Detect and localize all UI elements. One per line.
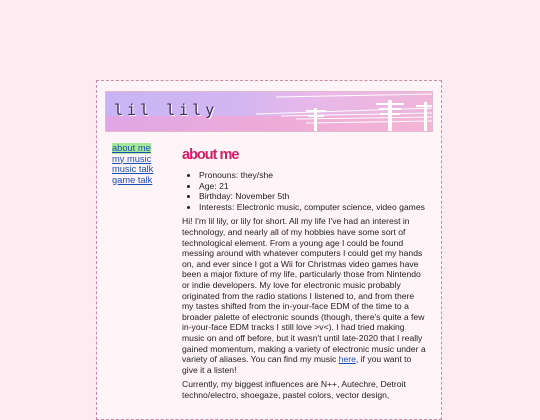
sidebar-nav — [112, 143, 172, 185]
site-title: lil lily — [114, 101, 219, 119]
facts-list — [182, 170, 427, 212]
intro-paragraph — [182, 216, 427, 375]
influences-paragraph: Currently, my biggest influences are N++, Autechre, Detroit techno/electro, shoegaze, pastel colors, vector design, — [182, 379, 406, 400]
main-content — [182, 147, 427, 404]
page-panel — [96, 80, 442, 420]
intro-text-end: , if you want to give it a listen! — [182, 354, 412, 375]
header-banner — [105, 91, 433, 132]
fact-birthday: • Birthday: November 5th — [199, 191, 427, 202]
nav-link-about-me[interactable]: about me — [112, 143, 151, 153]
nav-link-music-talk[interactable]: music talk — [112, 164, 154, 174]
nav-link-game-talk[interactable]: game talk — [112, 174, 153, 185]
page-title: about me — [182, 147, 239, 163]
nav-link-my-music[interactable]: my music — [112, 153, 152, 164]
music-link[interactable]: here — [338, 354, 356, 365]
fact-interests: • Interests: Electronic music, computer science, video games — [199, 202, 427, 213]
fact-pronouns: • Pronouns: they/she — [199, 170, 427, 181]
intro-text: Hi! I'm lil lily, or lily for short. All my life I've had an interest in technology, and nearly all of my hobbies have some sort of technological element. From a young age I could be found messing around with whatever computers I could get my hands on, and ever since I got a Wii for Christmas video games have been a major fixture of my life, particularly those from Nintendo or indie developers. My love for electronic music probably originated from the radio stations I listened to, and from there my tastes shifted from the in-your-face EDM of the time to a broader palette of electronic sounds (though, there's quite a few in-your-face EDM tracks I still love >v<). I had tried making music on and off before, but it wasn't until late-2020 that I really gained momentum, making a variety of electronic music under a variety of aliases. You can find my music — [182, 216, 426, 365]
fact-age: • Age: 21 — [199, 181, 427, 192]
